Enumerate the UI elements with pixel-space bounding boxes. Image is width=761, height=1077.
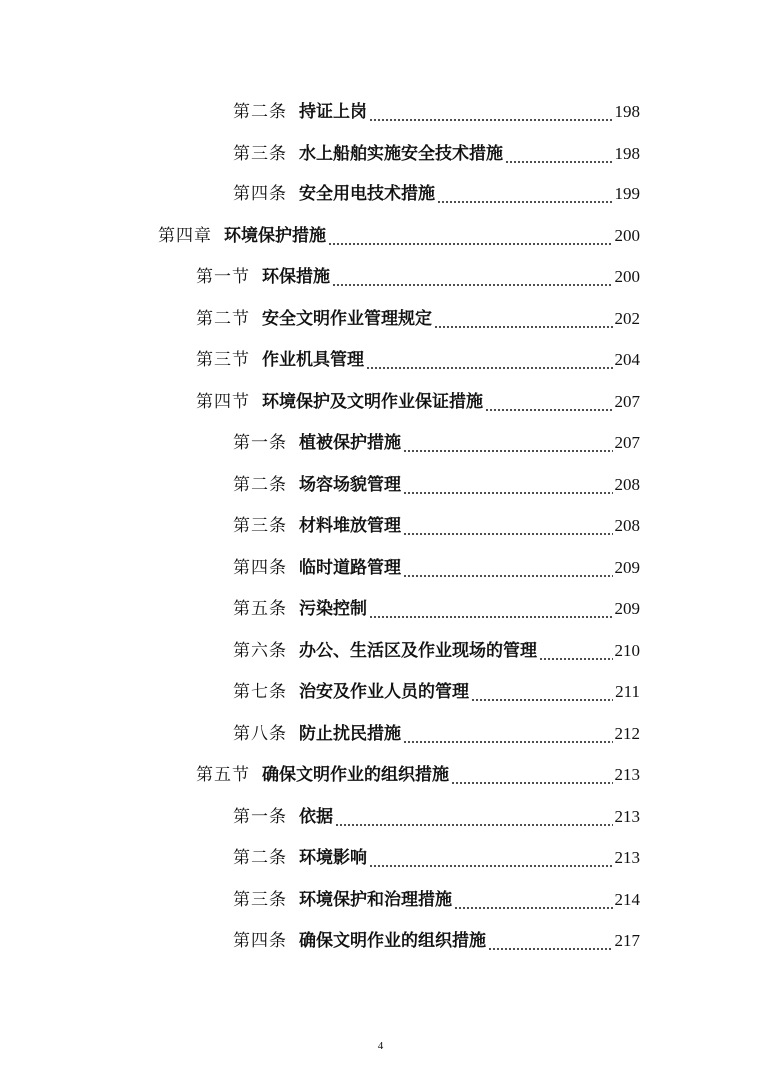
toc-entry-number: 第五节	[196, 765, 250, 785]
toc-leader-dots	[451, 765, 613, 785]
toc-entry-number: 第六条	[233, 641, 287, 661]
toc-leader-dots	[403, 558, 613, 578]
toc-entry[interactable]	[233, 880, 640, 910]
toc-entry-page: 212	[614, 724, 640, 743]
toc-entry-title: 安全文明作业管理规定	[262, 309, 432, 329]
toc-entry[interactable]	[196, 340, 640, 370]
toc-entry-title: 确保文明作业的组织措施	[299, 931, 486, 951]
toc-entry[interactable]	[158, 216, 640, 246]
toc-entry-title: 水上船舶实施安全技术措施	[299, 144, 503, 164]
toc-entry-title: 材料堆放管理	[299, 516, 401, 536]
toc-entry-title: 治安及作业人员的管理	[299, 682, 469, 702]
toc-leader-dots	[403, 475, 613, 495]
toc-entry-number: 第二条	[233, 475, 287, 495]
toc-entry-number: 第五条	[233, 599, 287, 619]
toc-entry-number: 第一条	[233, 433, 287, 453]
toc-entry-page: 204	[614, 350, 640, 369]
toc-entry[interactable]	[233, 506, 640, 536]
toc-leader-dots	[369, 848, 613, 868]
toc-entry[interactable]	[233, 134, 640, 164]
toc-leader-dots	[485, 392, 613, 412]
toc-leader-dots	[403, 516, 613, 536]
toc-leader-dots	[332, 267, 613, 287]
footer-page-number: 4	[377, 1040, 384, 1052]
toc-entry[interactable]	[233, 465, 640, 495]
toc-entry-number: 第二节	[196, 309, 250, 329]
toc-leader-dots	[369, 599, 613, 619]
toc-entry-page: 207	[614, 433, 640, 452]
toc-entry[interactable]	[233, 174, 640, 204]
toc-entry-title: 作业机具管理	[262, 350, 364, 370]
toc-entry-page: 200	[614, 226, 640, 245]
toc-entry-title: 环境影响	[299, 848, 367, 868]
toc-entry[interactable]	[196, 257, 640, 287]
toc-entry-number: 第三节	[196, 350, 250, 370]
toc-entry-number: 第三条	[233, 516, 287, 536]
toc-leader-dots	[369, 102, 613, 122]
toc-entry[interactable]	[233, 423, 640, 453]
toc-entry-page: 199	[614, 184, 640, 203]
toc-entry-title: 场容场貌管理	[299, 475, 401, 495]
toc-entry-page: 217	[614, 931, 640, 950]
toc-entry-page: 210	[614, 641, 640, 660]
toc-leader-dots	[488, 931, 613, 951]
toc-entry[interactable]	[196, 299, 640, 329]
toc-leader-dots	[366, 350, 613, 370]
toc-entry[interactable]	[233, 92, 640, 122]
toc-entry-page: 200	[614, 267, 640, 286]
toc-entry-number: 第四节	[196, 392, 250, 412]
toc-leader-dots	[505, 144, 613, 164]
toc-entry[interactable]	[233, 631, 640, 661]
toc-entry[interactable]	[233, 838, 640, 868]
toc-entry-number: 第四条	[233, 558, 287, 578]
toc-entry-page: 209	[614, 599, 640, 618]
toc-entry-page: 213	[614, 848, 640, 867]
toc-entry-title: 环境保护及文明作业保证措施	[262, 392, 483, 412]
toc-entry-page: 202	[614, 309, 640, 328]
toc-leader-dots	[403, 724, 613, 744]
toc-leader-dots	[437, 184, 613, 204]
toc-entry-number: 第一条	[233, 807, 287, 827]
toc-entry[interactable]	[233, 548, 640, 578]
toc-entry-title: 防止扰民措施	[299, 724, 401, 744]
toc-entry-title: 环保措施	[262, 267, 330, 287]
toc-entry-title: 安全用电技术措施	[299, 184, 435, 204]
toc-leader-dots	[539, 641, 613, 661]
toc-entry[interactable]	[233, 589, 640, 619]
toc-entry-title: 污染控制	[299, 599, 367, 619]
toc-entry-page: 207	[614, 392, 640, 411]
toc-entry-page: 211	[615, 682, 640, 701]
toc-entry[interactable]	[233, 921, 640, 951]
toc-leader-dots	[403, 433, 613, 453]
toc-entry-page: 208	[614, 516, 640, 535]
toc-entry-page: 198	[614, 144, 640, 163]
toc-entry-title: 办公、生活区及作业现场的管理	[299, 641, 537, 661]
toc-entry-number: 第二条	[233, 848, 287, 868]
toc-leader-dots	[471, 682, 613, 702]
toc-entry-number: 第八条	[233, 724, 287, 744]
toc-entry-number: 第三条	[233, 144, 287, 164]
toc-entry-page: 213	[614, 765, 640, 784]
toc-entry-number: 第七条	[233, 682, 287, 702]
toc-entry-number: 第二条	[233, 102, 287, 122]
toc-entry[interactable]	[196, 382, 640, 412]
toc-entry[interactable]	[233, 672, 640, 702]
toc-entry[interactable]	[196, 755, 640, 785]
toc-entry-title: 临时道路管理	[299, 558, 401, 578]
toc-leader-dots	[454, 890, 613, 910]
toc-leader-dots	[434, 309, 613, 329]
toc-entry-number: 第一节	[196, 267, 250, 287]
toc-entry-page: 208	[614, 475, 640, 494]
toc-entry-number: 第四条	[233, 184, 287, 204]
toc-entry-page: 213	[614, 807, 640, 826]
toc-entry-title: 依据	[299, 807, 333, 827]
toc-entry-title: 植被保护措施	[299, 433, 401, 453]
toc-leader-dots	[335, 807, 613, 827]
toc-entry-title: 持证上岗	[299, 102, 367, 122]
toc-entry-title: 环境保护措施	[224, 226, 326, 246]
toc-entry-page: 209	[614, 558, 640, 577]
toc-entry[interactable]	[233, 714, 640, 744]
toc-entry-number: 第三条	[233, 890, 287, 910]
toc-entry-number: 第四条	[233, 931, 287, 951]
toc-entry-page: 198	[614, 102, 640, 121]
toc-entry-number: 第四章	[158, 226, 212, 246]
toc-entry-page: 214	[614, 890, 640, 909]
toc-leader-dots	[328, 226, 613, 246]
toc-entry-title: 环境保护和治理措施	[299, 890, 452, 910]
toc-entry-title: 确保文明作业的组织措施	[262, 765, 449, 785]
toc-entry[interactable]	[233, 797, 640, 827]
